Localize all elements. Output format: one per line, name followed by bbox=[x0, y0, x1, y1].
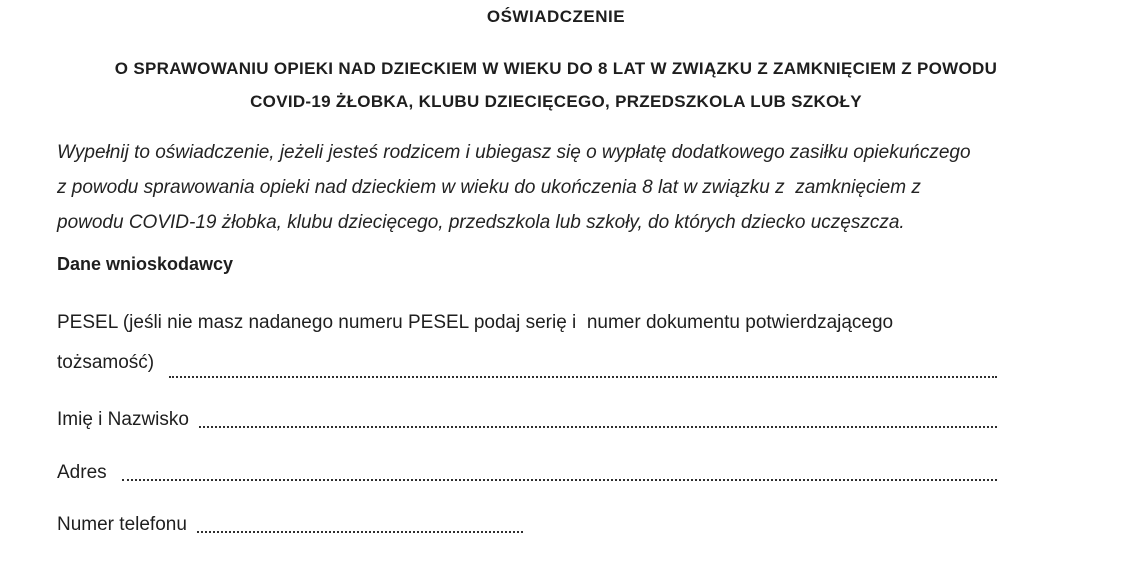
field-adres bbox=[57, 460, 997, 486]
pesel-dotted-line bbox=[169, 376, 997, 378]
section-heading-dane-wnioskodawcy: Dane wnioskodawcy bbox=[57, 254, 234, 274]
pesel-fill-row bbox=[57, 343, 997, 383]
field-pesel bbox=[57, 303, 997, 383]
intro-line-1: Wypełnij to oświadczenie, jeżeli jesteś rodzicem i ubiegasz się o wypłatę dodatkowego zasiłku opiekuńczego bbox=[57, 142, 971, 163]
document-subtitle bbox=[62, 52, 1050, 118]
document-title: OŚWIADCZENIE bbox=[486, 7, 626, 26]
imie-nazwisko-dotted-line bbox=[199, 426, 997, 428]
subtitle-line-1: O SPRAWOWANIU OPIEKI NAD DZIECKIEM W WIEKU DO 8 LAT W ZWIĄZKU Z ZAMKNIĘCIEM Z POWODU bbox=[114, 59, 998, 78]
pesel-label-line-2: tożsamość) bbox=[57, 352, 160, 373]
form-fields bbox=[57, 303, 997, 538]
intro-line-3: powodu COVID-19 żłobka, klubu dziecięcego, przedszkola lub szkoły, do których dziecko uczęszcza. bbox=[57, 212, 905, 233]
pesel-label-line-1: PESEL (jeśli nie masz nadanego numeru PESEL podaj serię i numer dokumentu potwierdzającego bbox=[57, 312, 894, 333]
intro-line-2: z powodu sprawowania opieki nad dzieckiem w wieku do ukończenia 8 lat w związku z zamknięciem z bbox=[57, 177, 921, 198]
field-numer-telefonu bbox=[57, 512, 997, 538]
numer-telefonu-label: Numer telefonu bbox=[57, 514, 187, 535]
subtitle-line-2: COVID-19 ŻŁOBKA, KLUBU DZIECIĘCEGO, PRZEDSZKOLA LUB SZKOŁY bbox=[250, 92, 862, 111]
intro-paragraph bbox=[57, 135, 1085, 240]
document-header bbox=[62, 6, 1050, 118]
field-imie-nazwisko bbox=[57, 407, 997, 433]
adres-label: Adres bbox=[57, 462, 112, 483]
numer-telefonu-dotted-line bbox=[197, 531, 523, 533]
imie-nazwisko-label: Imię i Nazwisko bbox=[57, 409, 189, 430]
adres-dotted-line bbox=[122, 479, 997, 481]
